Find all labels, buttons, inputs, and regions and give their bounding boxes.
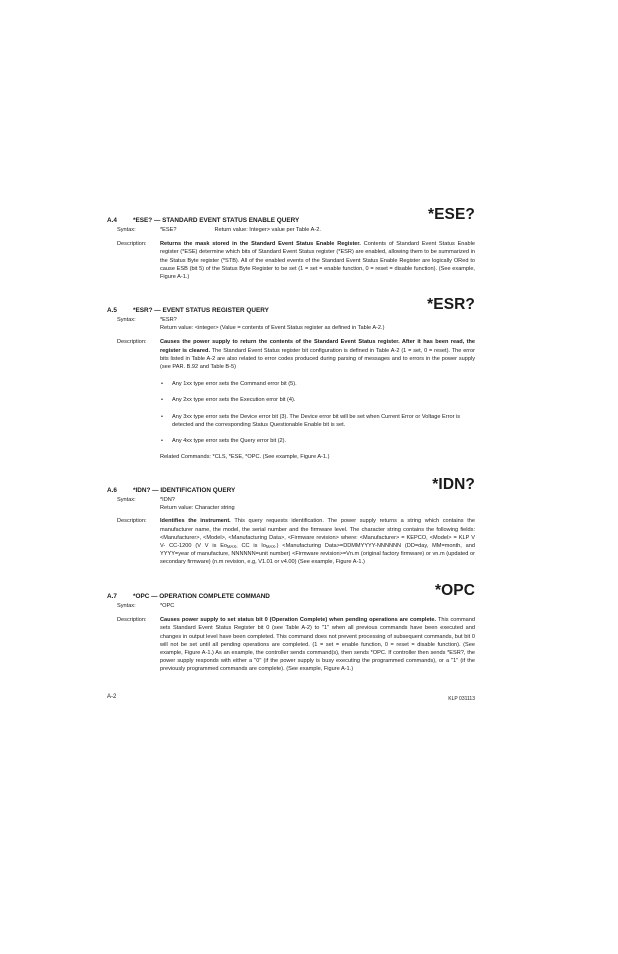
description-body: The Standard Event Status register bit configuration is defined in Table A-2 (1 = set, 0 = reset). The error bits listed in Table A-2 are also related to error codes produced during parsing of messages and to errors in the power supply (see PAR. B.92 and Table B-5) bbox=[160, 347, 476, 371]
section-heading bbox=[107, 206, 475, 226]
description-row bbox=[107, 517, 475, 566]
syntax-row bbox=[107, 602, 475, 610]
document-id: KLP 031113 bbox=[448, 696, 475, 702]
description-text bbox=[160, 616, 475, 673]
description-lead: Identifies the instrument. bbox=[160, 518, 231, 525]
section-heading bbox=[107, 296, 475, 316]
description-label: Description: bbox=[117, 617, 147, 624]
syntax-row bbox=[107, 316, 475, 332]
description-label: Description: bbox=[117, 241, 147, 248]
list-item: • Any 2xx type error sets the Execution error bit (4). bbox=[161, 397, 296, 404]
section-number: A.7 bbox=[107, 593, 117, 600]
description-label: Description: bbox=[117, 339, 147, 346]
syntax-return: Return value: Integer> value per Table A-2. bbox=[214, 227, 321, 233]
description-lead: Causes power supply to set status bit 0 (Operation Complete) when pending operations are complete. bbox=[160, 617, 437, 624]
description-row bbox=[107, 338, 475, 461]
syntax-command: *ESR? bbox=[160, 317, 177, 323]
section-title: *ESR? — EVENT STATUS REGISTER QUERY bbox=[133, 307, 269, 314]
section-a6 bbox=[107, 476, 476, 567]
related-commands: Related Commands: *CLS, *ESE, *OPC. (See example, Figure A-1.) bbox=[160, 454, 330, 461]
description-body: Contents of Standard Event Status Enable register (*ESE) determine which bits of Standard Event Status register (*ESR) are enabled, allowing them to be summarized in the Status Byte register (*STB). All of the enabled events of the Standard Event Status Enable Register are logically ORed to cause ESB (bit 5) of the Status Byte Register to be set (1 = set = enable function, 0 = reset = disable function). (See example, Figure A-1.) bbox=[160, 241, 475, 281]
syntax-label: Syntax: bbox=[117, 317, 136, 323]
syntax-return: Return value: <integer> (Value = contents of Event Status register as defined in Table A-2.) bbox=[160, 325, 385, 332]
description-lead: Returns the mask stored in the Standard Event Status Enable Register. bbox=[160, 241, 361, 248]
bullet-icon: • bbox=[161, 381, 163, 388]
page-number: A-2 bbox=[107, 694, 117, 700]
description-row bbox=[107, 240, 475, 281]
command-banner: *OPC bbox=[434, 582, 475, 599]
bullet-icon: • bbox=[161, 397, 163, 404]
description-label: Description: bbox=[117, 518, 147, 525]
syntax-return: Return value: Character string bbox=[160, 505, 235, 512]
description-text bbox=[160, 240, 475, 281]
section-a4 bbox=[107, 206, 475, 281]
bullet-icon: • bbox=[161, 438, 163, 445]
description-row bbox=[107, 616, 475, 673]
syntax-label: Syntax: bbox=[117, 603, 136, 609]
list-item: • Any 1xx type error sets the Command error bit (5). bbox=[161, 381, 297, 388]
bullet-icon: • bbox=[161, 413, 163, 420]
syntax-command: *OPC bbox=[160, 603, 175, 609]
section-heading bbox=[107, 582, 475, 602]
list-item: • Any 4xx type error sets the Query error bit (2). bbox=[161, 438, 287, 445]
section-title: *IDN? — IDENTIFICATION QUERY bbox=[133, 487, 236, 494]
description-text: Identifies the instrument. This query requests identification. The power supply returns a string which contains the manufacturer name, the model, the serial number and the firmware level. The character string contains the following fields: <Manufacturer>, <Model>, <Manufacturing Data>, <Firmware revision> where: <Manufacturer> = KEPCO, <Model> = KLP V V- CC-1200 (V V is $Eo_{MAX}$, CC is $Io_{MAX}$.) <Manufacturing Data>=DDMMYYYY-NNNNNN (DD=day, MM=month, and YYYY=year of manufacture, NNNNNN=unit number) <Firmware revision>=Vn.m (original factory firmware) or vn.m (updated or secondary firmware) (n.m revision, e.g, V1.01 or v4.00) (See example, Figure A-1.) bbox=[160, 518, 476, 566]
list-item: • Any 3xx type error sets the Device error bit (3). The Device error bit will be set when Current Error or Voltage Error is detected and the corresponding Status Questionable Enable bit is set. bbox=[161, 413, 461, 428]
command-banner: *IDN? bbox=[432, 476, 475, 493]
section-a7 bbox=[107, 582, 476, 674]
syntax-label: Syntax: bbox=[117, 497, 136, 503]
description-body: This command sets Standard Event Status Register bit 0 (see Table A-2) to "1" when all previous commands have been executed and changes in output level have been completed. This command does not prevent processing of subsequent commands, but bit 0 will not be set until all pending operations are completed. (1 = set = enable function, 0 = reset = disable function). (See example, Figure A-1.) As an example, the controller sends command(s), then sends *OPC. If controller then sends *ESR?, the power supply responds with either a "0" (if the power supply is busy executing the programmed commands), or a "1" (if the previously programmed commands are complete). (See example, Figure A-1.) bbox=[160, 617, 476, 673]
command-banner: *ESR? bbox=[427, 296, 475, 313]
section-title: *ESE? — STANDARD EVENT STATUS ENABLE QUERY bbox=[133, 217, 300, 224]
section-title: *OPC — OPERATION COMPLETE COMMAND bbox=[133, 593, 270, 600]
syntax-command: *IDN? bbox=[160, 497, 175, 503]
description-lead: Causes the power supply to return the contents of the Standard Event Status register. After it has been read, the register is cleared. bbox=[160, 339, 475, 354]
syntax-command: *ESE? bbox=[160, 227, 177, 233]
syntax-row bbox=[107, 496, 475, 512]
section-number: A.6 bbox=[107, 487, 117, 494]
section-number: A.5 bbox=[107, 307, 117, 314]
syntax-label: Syntax: bbox=[117, 227, 136, 233]
section-a5 bbox=[107, 296, 476, 461]
description-text bbox=[160, 338, 475, 461]
section-heading bbox=[107, 476, 475, 496]
section-number: A.4 bbox=[107, 217, 117, 224]
command-banner: *ESE? bbox=[427, 206, 475, 223]
syntax-row bbox=[107, 226, 475, 234]
